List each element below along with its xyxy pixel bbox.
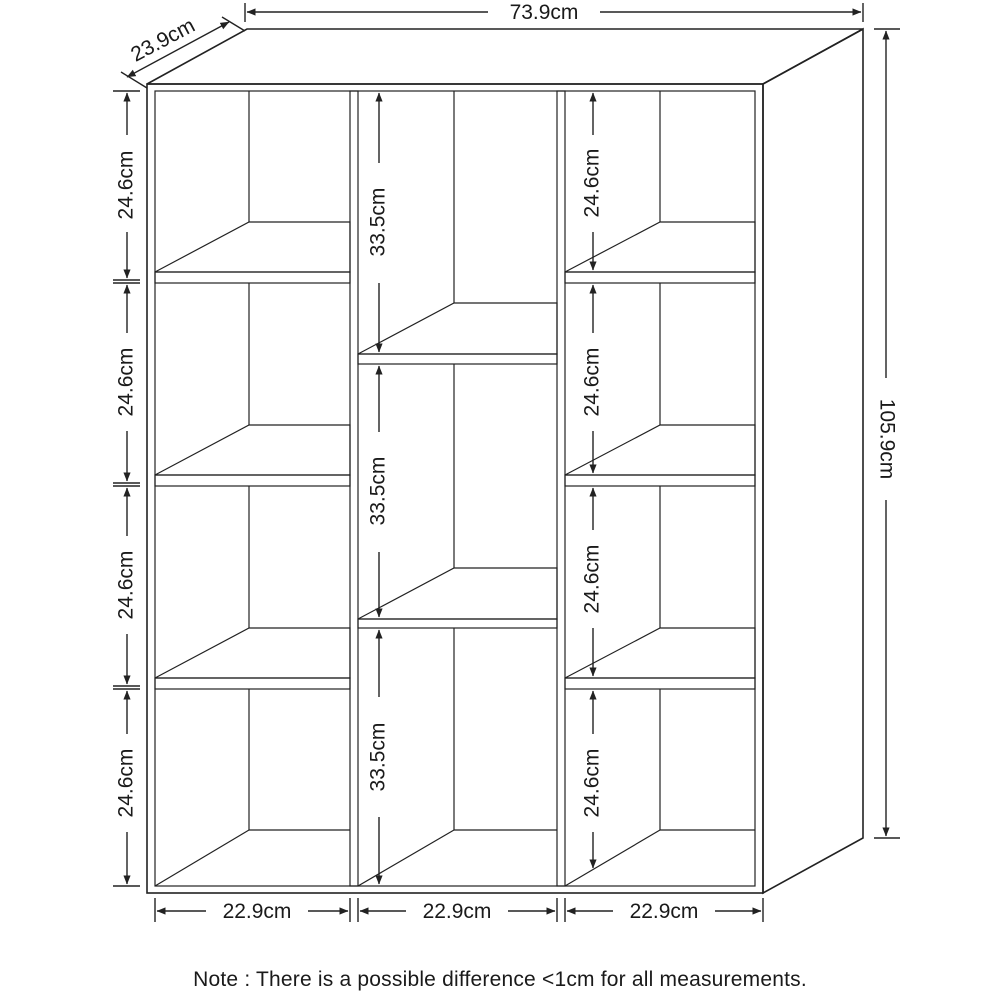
left-cubby-height-label: 24.6cm [114, 347, 138, 417]
right-cubby-height-label: 24.6cm [580, 347, 604, 417]
right-cubby-height-label: 24.6cm [580, 544, 604, 614]
left-cubby-height-label: 24.6cm [114, 748, 138, 818]
column-width-label: 22.9cm [629, 900, 699, 923]
column-width-dimensions [155, 898, 763, 923]
measurement-note: Note : There is a possible difference <1cm for all measurements. [193, 968, 807, 991]
shelves [155, 222, 755, 689]
middle-shelf [358, 303, 557, 364]
column-width-label: 22.9cm [422, 900, 492, 923]
left-shelf [155, 628, 350, 689]
left-shelf [155, 425, 350, 486]
depth-label: 23.9cm [127, 13, 199, 67]
width-label: 73.9cm [509, 1, 579, 24]
middle-shelf [358, 568, 557, 628]
middle-cubby-height-label: 33.5cm [366, 456, 390, 526]
left-cubby-height-label: 24.6cm [114, 150, 138, 220]
middle-cubby-height-label: 33.5cm [366, 187, 390, 257]
middle-column-dimensions [367, 93, 390, 884]
back-panel-lines [155, 91, 755, 886]
height-label: 105.9cm [875, 398, 899, 480]
height-dimension [874, 29, 900, 838]
width-dimension [245, 1, 863, 24]
left-cubby-height-label: 24.6cm [114, 550, 138, 620]
depth-dimension [121, 14, 245, 88]
right-cubby-height-label: 24.6cm [580, 148, 604, 218]
right-cubby-height-label: 24.6cm [580, 748, 604, 818]
middle-cubby-height-label: 33.5cm [366, 722, 390, 792]
left-shelf [155, 222, 350, 283]
left-column-dimensions [113, 91, 140, 886]
column-width-label: 22.9cm [222, 900, 292, 923]
right-column-dimensions [581, 93, 604, 868]
